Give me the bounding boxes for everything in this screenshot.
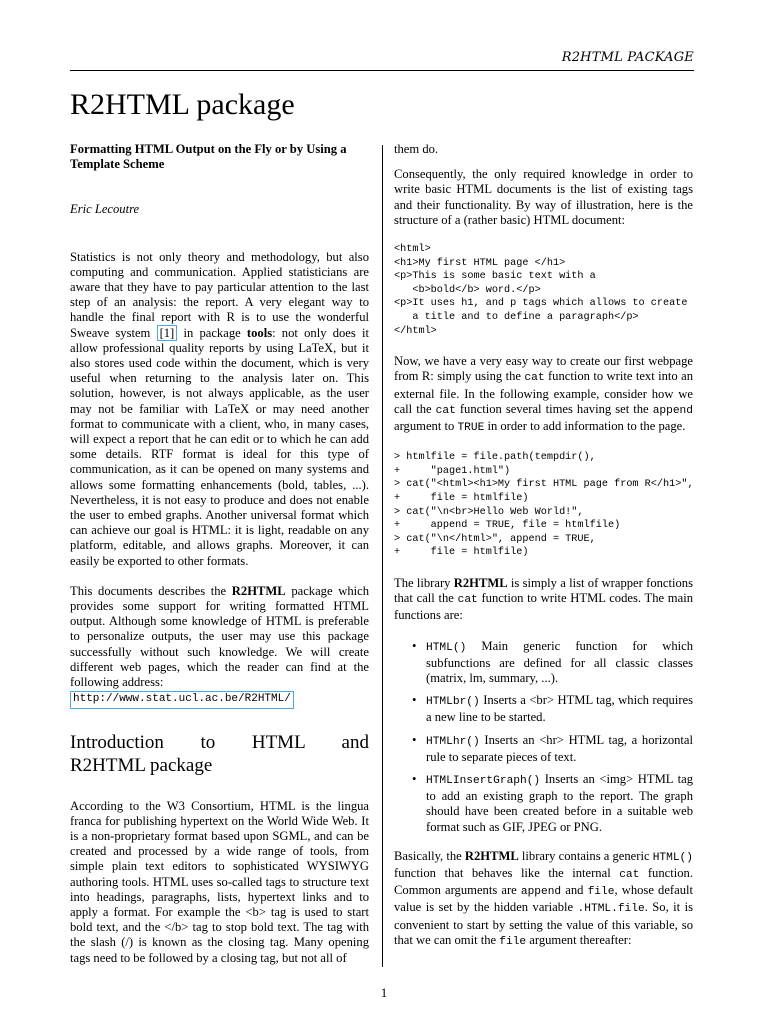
generic-html-paragraph <box>394 849 693 950</box>
function-description: Inserts an <hr> HTML tag, a horizontal rule to separate pieces of text. <box>426 732 693 764</box>
function-name: HTML() <box>426 641 467 654</box>
citation-link[interactable]: [1] <box>157 325 178 341</box>
code-inline: file <box>587 886 615 899</box>
author-name: Eric Lecoutre <box>70 202 140 217</box>
code-inline: append <box>520 886 562 899</box>
section-heading <box>70 731 369 777</box>
code-inline: TRUE <box>457 421 485 434</box>
text-span: Now, we have a very easy way to create our first webpage from R: simply using the <box>394 354 693 384</box>
intro-paragraph <box>70 250 369 569</box>
r-code-block: > htmlfile = file.path(tempdir(), + "page1.html") > cat("<html><h1>My first HTML page from R</h1>", + file = htmlfile) > cat("\n<br>Hello Web World!", + append = TRUE, file = htmlfile) > cat("\n</html>", append = TRUE, + file = htmlfile) <box>394 452 694 559</box>
function-list <box>394 639 693 835</box>
text-span: in order to add information to the page. <box>484 418 686 433</box>
header-rule <box>70 70 694 71</box>
function-description: Inserts a <br> HTML tag, which requires a new line to be started. <box>426 693 693 725</box>
list-item <box>426 733 693 765</box>
html-code-block: <html> <h1>My first HTML page </h1> <p>This is some basic text with a <b>bold</b> word.</p> <p>It uses h1, and p tags which allows to create a title and to define a paragraph</p> </html> <box>394 244 688 337</box>
text-span: The library <box>394 575 454 590</box>
code-inline: cat <box>619 868 640 881</box>
code-inline: append <box>652 404 693 417</box>
list-item <box>426 772 693 835</box>
running-head: R2HTML PACKAGE <box>561 50 694 65</box>
code-inline: HTML() <box>652 851 693 864</box>
function-name: HTMLhr() <box>426 735 480 748</box>
text-span: Basically, the <box>394 848 465 863</box>
continuation-text: them do. <box>394 142 439 156</box>
library-paragraph <box>394 576 693 624</box>
text-span: . So, it is convenient to start by setting the value of this variable, so that we can omit the <box>394 900 693 947</box>
list-item <box>426 639 693 687</box>
cat-paragraph <box>394 354 693 436</box>
w3c-paragraph: According to the W3 Consortium, HTML is the lingua franca for publishing hypertext on the World Wide Web. It is a non-proprietary format based upon SGML, and can be created and processed by a wide range of tools, from simple plain text editors to sophisticated WYSIWYG authoring tools. HTML uses so-called tags to structure text into headings, paragraphs, lists, hypertext links and to apply a format. For example the <b> tag is used to start bold text, and the </b> tag to stop bold text. The tag with the slash (/) is known as the closing tag. Many opening tags need to be followed by a closing tag, but not all of <box>70 798 369 965</box>
text-span: is simply a list of wrapper fonctions that call the <box>394 575 693 606</box>
function-description: Main generic function for which subfunctions are defined for all classic classes (matrix, lm, summary, ...). <box>426 638 693 685</box>
text-span: function several times having set the <box>455 401 653 416</box>
right-column <box>394 142 693 965</box>
article-subtitle: Formatting HTML Output on the Fly or by Using a Template Scheme <box>70 142 347 172</box>
text-span: function to write text into an external file. In the following example, consider how we call the <box>394 369 693 416</box>
left-column <box>70 142 369 981</box>
website-link[interactable]: http://www.stat.ucl.ac.be/R2HTML/ <box>70 691 294 708</box>
function-description: Inserts an <img> HTML tag to add an existing graph to the report. The graph should have been created before in a suitable web format such as GIF, JPEG or PNG. <box>426 771 693 834</box>
function-name: HTMLInsertGraph() <box>426 774 541 787</box>
text-span: and <box>561 883 588 898</box>
function-name: HTMLbr() <box>426 696 480 709</box>
package-name: R2HTML <box>453 575 508 590</box>
code-inline: file <box>499 935 527 948</box>
package-description-paragraph <box>70 584 369 709</box>
text-span: function. Common arguments are <box>394 865 693 898</box>
text-span: , whose default value is set by the hidden variable <box>394 883 693 915</box>
code-inline: .HTML.file <box>577 903 645 916</box>
package-name: R2HTML <box>464 848 519 863</box>
article-title: R2HTML package <box>70 88 295 121</box>
text-span: in package <box>177 325 247 340</box>
heading-line-1: Introduction to HTML and <box>70 731 369 753</box>
code-inline: cat <box>457 594 478 607</box>
text-span: This documents describes the <box>70 583 232 598</box>
heading-line-2: R2HTML package <box>70 754 213 776</box>
text-span: library contains a generic <box>518 848 653 863</box>
page-number: 1 <box>380 985 388 1000</box>
package-name: R2HTML <box>231 583 286 598</box>
text-span: argument thereafter: <box>526 932 632 947</box>
list-item <box>426 693 693 725</box>
code-inline: cat <box>524 372 545 385</box>
code-inline: cat <box>435 404 456 417</box>
package-name: tools <box>246 325 273 340</box>
text-span: package which provides some support for writing formatted HTML output. Although some knowledge of HTML is preferable to personalize outputs, the user may use this package successfully without such knowledge. We will create different web pages, which the reader can find at the following address: <box>70 583 369 690</box>
text-span: function that behaves like the internal <box>394 865 620 880</box>
text-span: Statistics is not only theory and methodology, but also computing and communication. Applied statisticians are aware that they have to pay particular attention to the last step of an analysis: the report. A very elegant way to handle the final report with R is to use the wonderful Sweave system <box>70 249 369 340</box>
text-span: : not only does it allow professional quality reports by using LaTeX, but it also stores used code within the document, which is very useful when returning to the analysis later on. This solution, however, is not always applicable, as the user may not be familiar with LaTeX or may need another format to communicate with a client, who, in many cases, will expect a report that he can edit or to which he can add some details. RTF format is ideal for this type of communication, as it can be opened on many systems and allows some formatting enhancements (bold, tables, ...). Nevertheless, it is not easy to produce and does not enable the user to embed graphs. Another universal format which can achieve our goal is HTML: it is light, readable on any platform, editable, and allows graphs. Moreover, it can easily be exported to other formats. <box>70 325 369 568</box>
text-span: function to write HTML codes. The main functions are: <box>394 591 693 623</box>
column-divider <box>382 145 383 967</box>
knowledge-paragraph: Consequently, the only required knowledge in order to write basic HTML documents is the list of existing tags and their functionality. By way of illustration, here is the structure of a (rather basic) HTML document: <box>394 167 693 227</box>
text-span: argument to <box>394 418 458 433</box>
